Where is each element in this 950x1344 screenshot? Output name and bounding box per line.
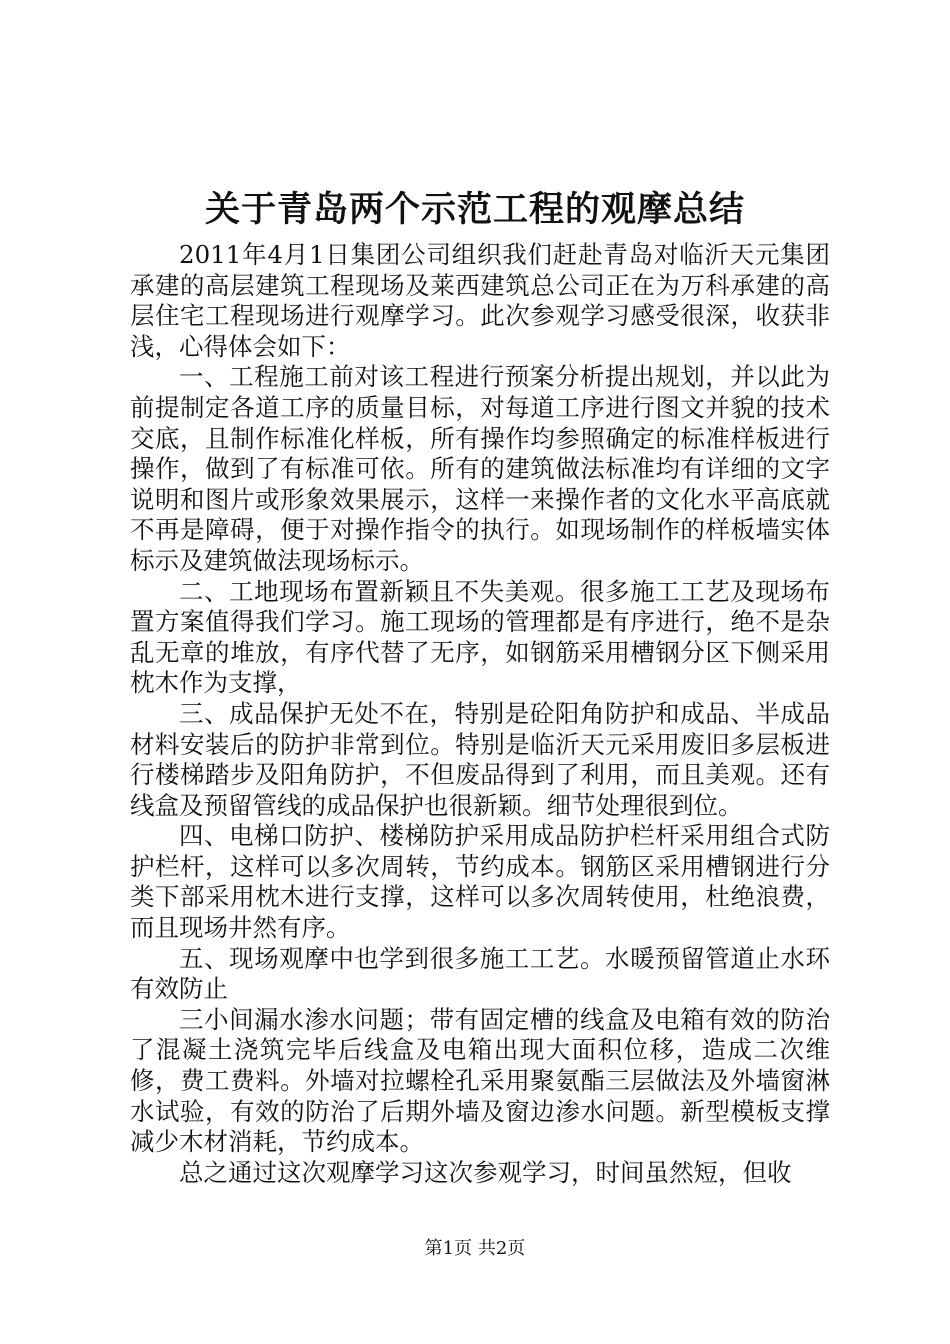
page-number-footer: 第1页 共2页	[424, 1238, 526, 1259]
paragraph-point-4: 四、电梯口防护、楼梯防护采用成品防护栏杆采用组合式防护栏杆，这样可以多次周转，节约成本。钢筋区采用槽钢进行分类下部采用枕木进行支撑，这样可以多次周转使用，杜绝浪费，而且现场井然有序。	[130, 821, 830, 943]
paragraph-point-3: 三、成品保护无处不在，特别是砼阳角防护和成品、半成品材料安装后的防护非常到位。特别是临沂天元采用废旧多层板进行楼梯踏步及阳角防护，不但废品得到了利用，而且美观。还有线盒及预留管线的成品保护也很新颖。细节处理很到位。	[130, 698, 830, 820]
paragraph-point-5-continued: 三小间漏水渗水问题；带有固定槽的线盒及电箱有效的防治了混凝土浇筑完毕后线盒及电箱出现大面积位移，造成二次维修，费工费料。外墙对拉螺栓孔采用聚氨酯三层做法及外墙窗淋水试验，有效的防治了后期外墙及窗边渗水问题。新型模板支撑减少木材消耗，节约成本。	[130, 1004, 830, 1157]
paragraph-point-5: 五、现场观摩中也学到很多施工工艺。水暖预留管道止水环有效防止	[130, 943, 830, 1004]
paragraph-point-2: 二、工地现场布置新颖且不失美观。很多施工工艺及现场布置方案值得我们学习。施工现场的管理都是有序进行，绝不是杂乱无章的堆放，有序代替了无序，如钢筋采用槽钢分区下侧采用枕木作为支撑，	[130, 576, 830, 698]
paragraph-point-1: 一、工程施工前对该工程进行预案分析提出规划，并以此为前提制定各道工序的质量目标，对每道工序进行图文并貌的技术交底，且制作标准化样板，所有操作均参照确定的标准样板进行操作，做到了有标准可依。所有的建筑做法标准均有详细的文字说明和图片或形象效果展示，这样一来操作者的文化水平高底就不再是障碍，便于对操作指令的执行。如现场制作的样板墙实体标示及建筑做法现场标示。	[130, 362, 830, 575]
paragraph-conclusion: 总之通过这次观摩学习这次参观学习，时间虽然短，但收	[179, 1157, 792, 1187]
document-body	[130, 240, 830, 1188]
paragraph-intro: 2011年4月1日集团公司组织我们赶赴青岛对临沂天元集团承建的高层建筑工程现场及莱西建筑总公司正在为万科承建的高层住宅工程现场进行观摩学习。此次参观学习感受很深，收获非浅，心得体会如下：	[130, 240, 830, 361]
document-title: 关于青岛两个示范工程的观摩总结	[204, 189, 745, 230]
